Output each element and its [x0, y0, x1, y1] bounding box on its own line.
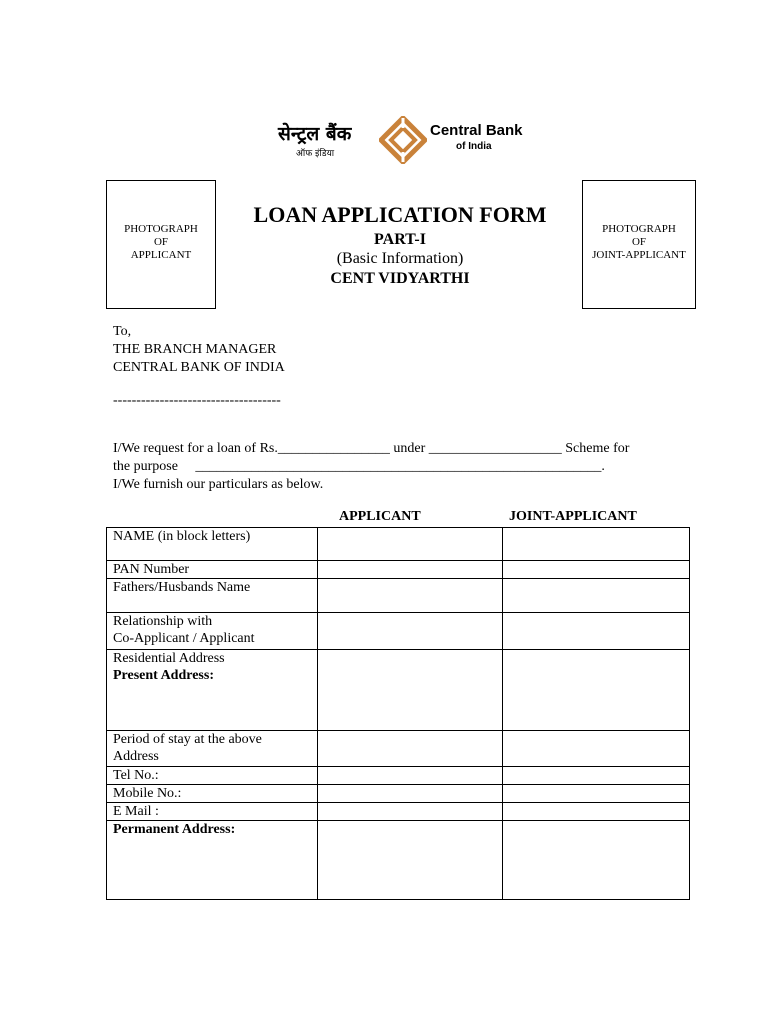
applicant-photo-box[interactable]: [106, 180, 216, 309]
photo-label-line: APPLICANT: [130, 249, 192, 261]
joint-tel-cell[interactable]: [503, 767, 690, 785]
form-title-block: [230, 202, 570, 288]
logo-hindi-sub: ऑफ इंडिया: [296, 149, 335, 159]
row-label: E Mail :: [107, 803, 318, 821]
applicant-tel-cell[interactable]: [318, 767, 503, 785]
applicant-relationship-cell[interactable]: [318, 613, 503, 650]
table-row: [107, 579, 690, 613]
scheme-name: CENT VIDYARTHI: [330, 270, 470, 287]
particulars-table: [106, 527, 690, 900]
joint-relationship-cell[interactable]: [503, 613, 690, 650]
joint-name-cell[interactable]: [503, 528, 690, 561]
table-row: [107, 785, 690, 803]
table-row: [107, 528, 690, 561]
joint-father-name-cell[interactable]: [503, 579, 690, 613]
address-line-2: CENTRAL BANK OF INDIA: [113, 360, 285, 375]
row-label: Relationship with Co-Applicant / Applicant: [107, 613, 318, 650]
row-label: PAN Number: [107, 561, 318, 579]
applicant-period-of-stay-cell[interactable]: [318, 731, 503, 767]
row-label: Mobile No.:: [107, 785, 318, 803]
applicant-column-header: APPLICANT: [339, 509, 421, 524]
photo-label-line: PHOTOGRAPH: [124, 223, 198, 235]
table-row: [107, 803, 690, 821]
row-label: Tel No.:: [107, 767, 318, 785]
joint-applicant-photo-box[interactable]: [582, 180, 696, 309]
table-row: [107, 767, 690, 785]
applicant-father-name-cell[interactable]: [318, 579, 503, 613]
applicant-name-cell[interactable]: [318, 528, 503, 561]
row-label: NAME (in block letters): [107, 528, 318, 561]
table-row: [107, 650, 690, 731]
table-row: [107, 613, 690, 650]
address-to: To,: [113, 324, 132, 339]
applicant-permanent-address-cell[interactable]: [318, 821, 503, 900]
joint-present-address-cell[interactable]: [503, 650, 690, 731]
form-subtitle: (Basic Information): [336, 250, 464, 267]
particulars-line: I/We furnish our particulars as below.: [113, 477, 324, 492]
applicant-pan-cell[interactable]: [318, 561, 503, 579]
logo-hindi-name: सेन्ट्रल बैंक: [278, 123, 352, 145]
table-row: [107, 561, 690, 579]
joint-period-of-stay-cell[interactable]: [503, 731, 690, 767]
logo-english-name: Central Bank: [430, 122, 523, 139]
photo-label-line: JOINT-APPLICANT: [592, 249, 686, 261]
joint-permanent-address-cell[interactable]: [503, 821, 690, 900]
row-label: Period of stay at the above Address: [107, 731, 318, 767]
applicant-mobile-cell[interactable]: [318, 785, 503, 803]
loan-request-line[interactable]: I/We request for a loan of Rs.________________ under ___________________ Scheme for: [113, 441, 630, 456]
table-row: [107, 731, 690, 767]
joint-pan-cell[interactable]: [503, 561, 690, 579]
photo-label-line: PHOTOGRAPH: [602, 223, 676, 235]
form-title: LOAN APPLICATION FORM: [253, 202, 547, 227]
joint-mobile-cell[interactable]: [503, 785, 690, 803]
applicant-present-address-cell[interactable]: [318, 650, 503, 731]
row-label: Fathers/Husbands Name: [107, 579, 318, 613]
joint-applicant-column-header: JOINT-APPLICANT: [509, 509, 637, 524]
row-label: Residential Address Present Address:: [107, 650, 318, 731]
address-line-1: THE BRANCH MANAGER: [113, 342, 277, 357]
photo-label-line: OF: [153, 236, 169, 248]
bank-logo: [278, 116, 522, 166]
form-part: PART-I: [374, 231, 426, 248]
bank-emblem-icon: [379, 116, 427, 164]
joint-email-cell[interactable]: [503, 803, 690, 821]
applicant-email-cell[interactable]: [318, 803, 503, 821]
table-row: [107, 821, 690, 900]
purpose-line[interactable]: the purpose __________________________________________________________.: [113, 459, 605, 474]
row-label: Permanent Address:: [107, 821, 318, 900]
photo-label-line: OF: [631, 236, 647, 248]
branch-blank[interactable]: ------------------------------------: [113, 393, 281, 408]
logo-english-sub: of India: [456, 141, 492, 152]
